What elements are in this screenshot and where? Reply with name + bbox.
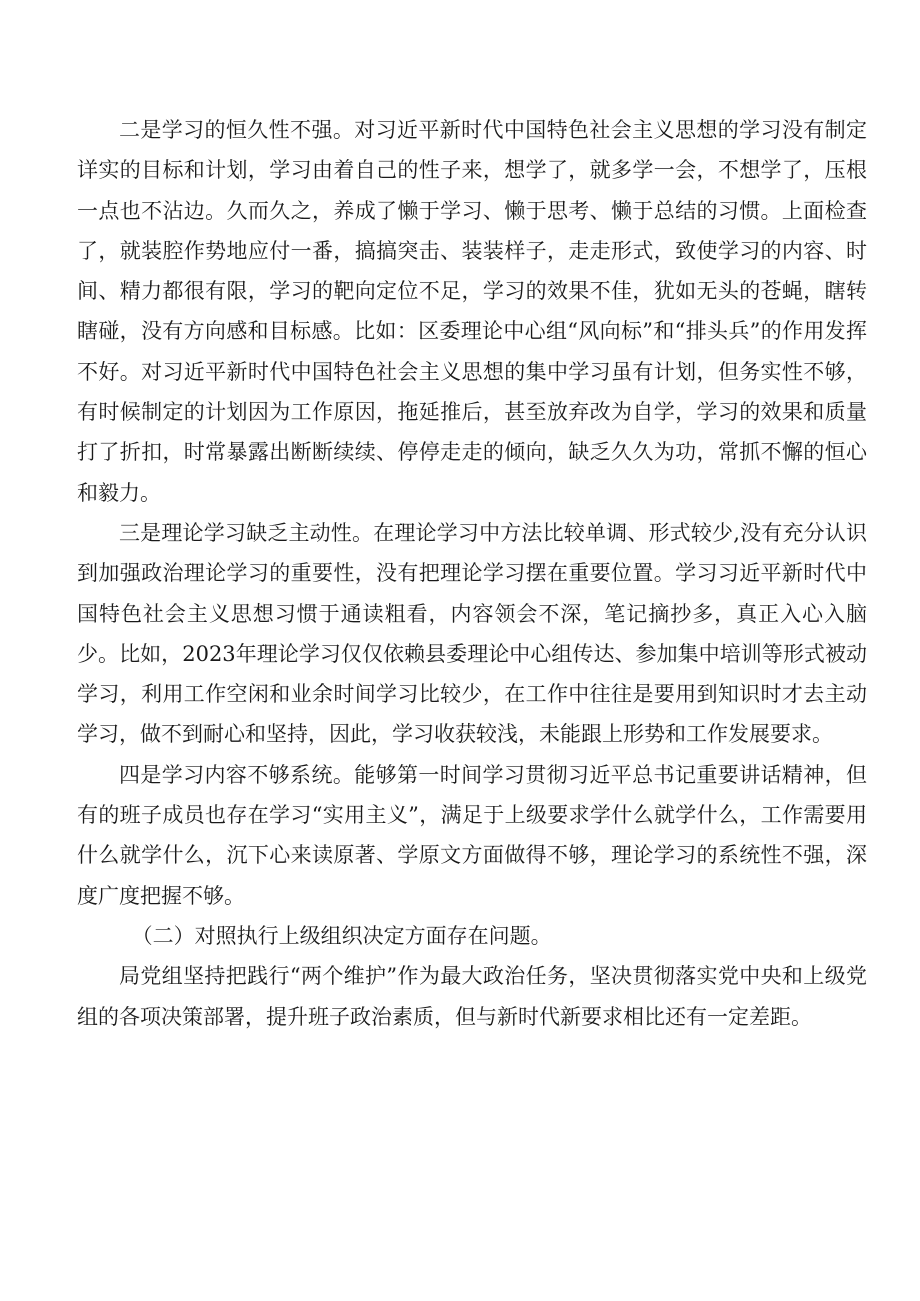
paragraph-party-group: 局党组坚持把践行“两个维护”作为最大政治任务，坚决贯彻落实党中央和上级党组的各项决策部署，提升班子政治素质，但与新时代新要求相比还有一定差距。 — [77, 964, 867, 1029]
document-body — [77, 110, 867, 1037]
paragraph-learning-system: 四是学习内容不够系统。能够第一时间学习贯彻习近平总书记重要讲话精神，但有的班子成员也存在学习“实用主义”，满足于上级要求学什么就学什么，工作需要用什么就学什么，沉下心来读原著、学原文方面做得不够，理论学习的系统性不强，深度广度把握不够。 — [77, 762, 867, 908]
section-heading: （二）对照执行上级组织决定方面存在问题。 — [131, 923, 552, 948]
paragraph-learning-persistence: 二是学习的恒久性不强。对习近平新时代中国特色社会主义思想的学习没有制定详实的目标和计划，学习由着自己的性子来，想学了，就多学一会，不想学了，压根一点也不沾边。久而久之，养成了懒于学习、懒于思考、懒于总结的习惯。上面检查了，就装腔作势地应付一番，搞搞突击、装装样子，走走形式，致使学习的内容、时间、精力都很有限，学习的靶向定位不足，学习的效果不佳，犹如无头的苍蝇，瞎转瞎碰，没有方向感和目标感。比如：区委理论中心组“风向标”和“排头兵”的作用发挥不好。对习近平新时代中国特色社会主义思想的集中学习虽有计划，但务实性不够，有时候制定的计划因为工作原因，拖延推后，甚至放弃改为自学，学习的效果和质量打了折扣，时常暴露出断断续续、停停走走的倾向，缺乏久久为功，常抓不懈的恒心和毅力。 — [77, 118, 867, 505]
paragraph-learning-initiative: 三是理论学习缺乏主动性。在理论学习中方法比较单调、形式较少,没有充分认识到加强政治理论学习的重要性，没有把理论学习摆在重要位置。学习习近平新时代中国特色社会主义思想习惯于通读粗看，内容领会不深，笔记摘抄多，真正入心入脑少。比如，2023年理论学习仅仅依赖县委理论中心组传达、参加集中培训等形式被动学习，利用工作空闲和业余时间学习比较少，在工作中往往是要用到知识时才去主动学习，做不到耐心和坚持，因此，学习收获较浅，未能跟上形势和工作发展要求。 — [77, 520, 867, 747]
